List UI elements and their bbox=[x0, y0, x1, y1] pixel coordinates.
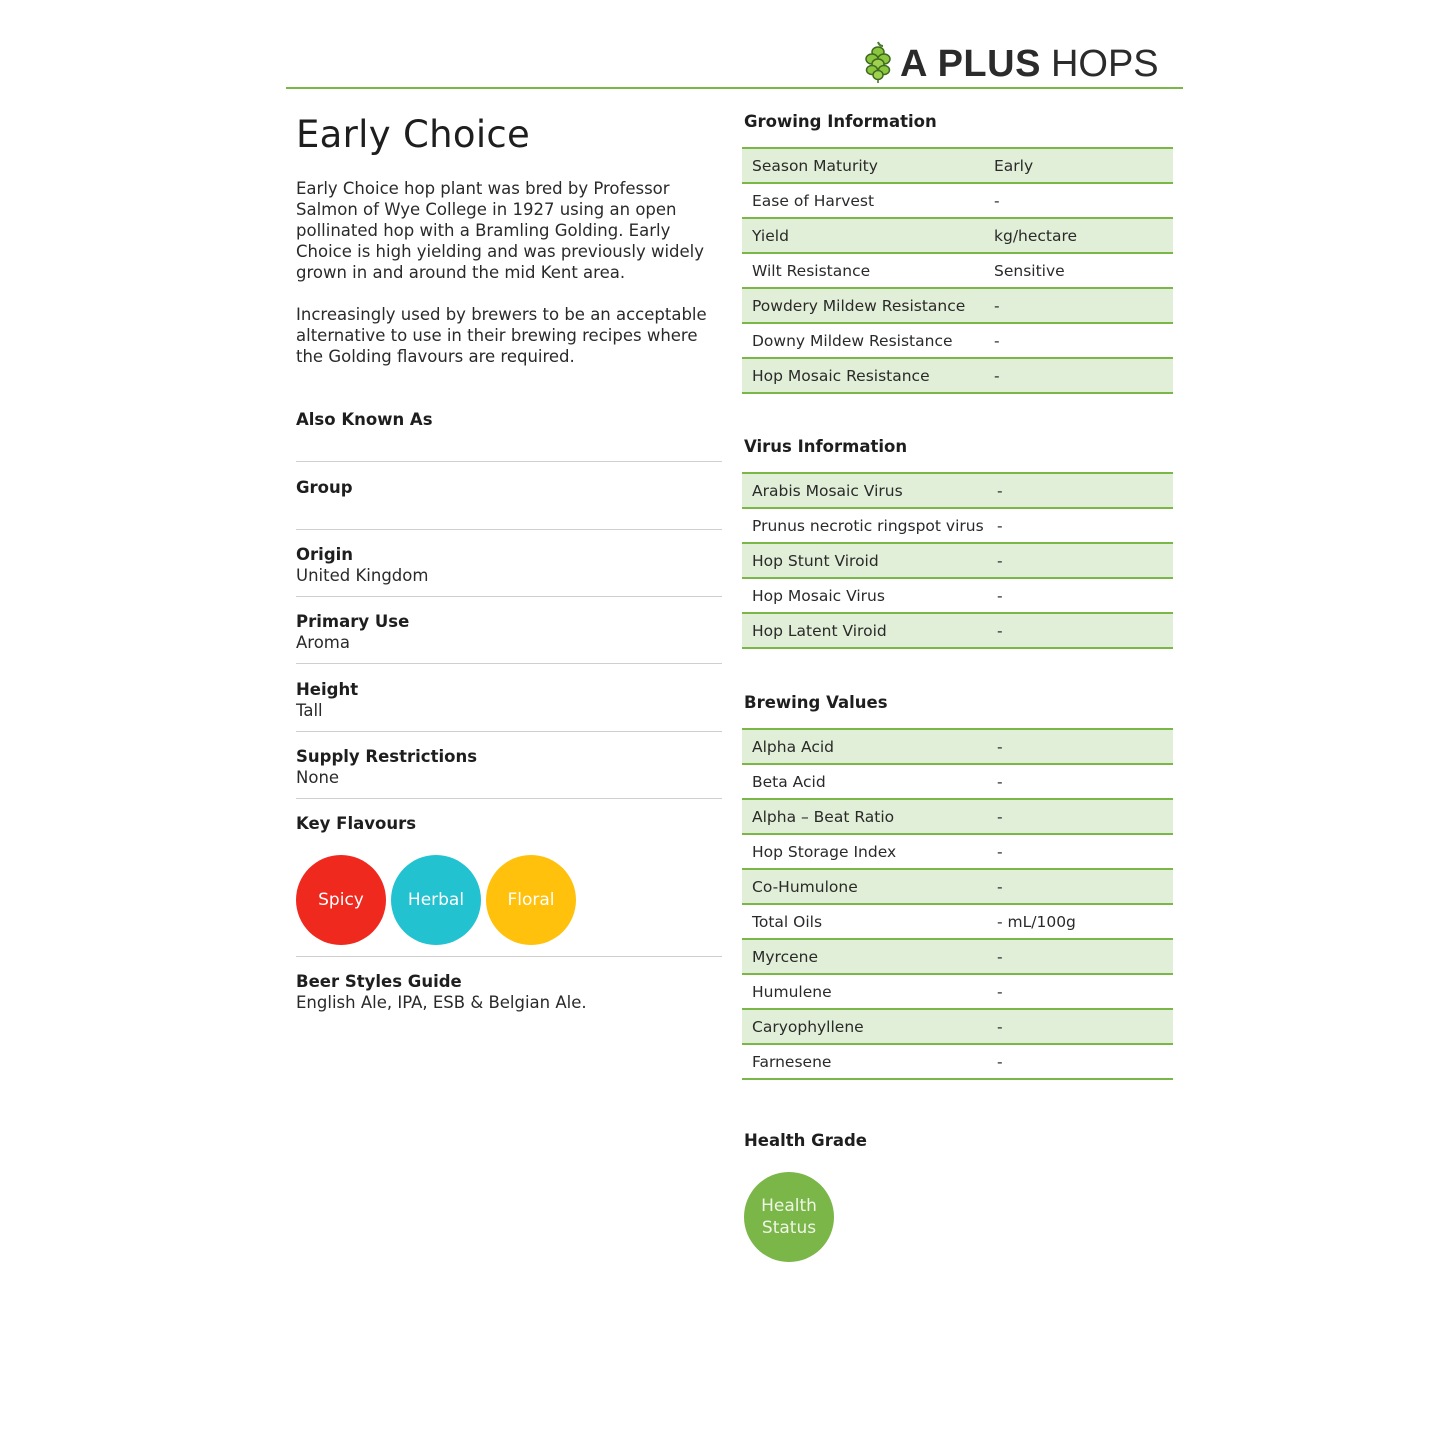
brand-name-bold: A PLUS bbox=[900, 42, 1041, 85]
field-key-flavours bbox=[296, 813, 722, 834]
row-value: - bbox=[997, 621, 1003, 640]
table-row bbox=[742, 359, 1173, 394]
flavour-badge-herbal: Herbal bbox=[391, 855, 481, 945]
row-label: Hop Mosaic Resistance bbox=[752, 366, 930, 385]
field-beer-styles bbox=[296, 971, 722, 1013]
divider bbox=[296, 529, 722, 530]
field-label: Origin bbox=[296, 545, 354, 564]
field-value: Tall bbox=[296, 701, 323, 720]
health-grade-title: Health Grade bbox=[744, 1131, 867, 1150]
flavour-badges bbox=[296, 855, 581, 945]
field-value: None bbox=[296, 768, 340, 787]
header bbox=[0, 0, 1445, 100]
row-value: - bbox=[997, 842, 1003, 861]
growing-info-title: Growing Information bbox=[744, 112, 937, 131]
table-row bbox=[742, 1045, 1173, 1080]
row-label: Hop Stunt Viroid bbox=[752, 551, 879, 570]
virus-info-table bbox=[742, 472, 1173, 649]
table-row bbox=[742, 800, 1173, 835]
field-also-known-as bbox=[296, 409, 722, 430]
row-value: kg/hectare bbox=[994, 226, 1078, 245]
row-label: Powdery Mildew Resistance bbox=[752, 296, 966, 315]
field-label: Key Flavours bbox=[296, 814, 417, 833]
description-paragraph-1: Early Choice hop plant was bred by Professor Salmon of Wye College in 1927 using an open pollinated hop with a Bramling Golding. Early Choice is high yielding and was previously widely grown in and around the mid Kent area. bbox=[296, 179, 705, 282]
field-origin bbox=[296, 544, 722, 586]
table-row bbox=[742, 219, 1173, 254]
row-value: - bbox=[997, 807, 1003, 826]
row-label: Wilt Resistance bbox=[752, 261, 871, 280]
row-value: - bbox=[997, 772, 1003, 791]
brand-name-light: HOPS bbox=[1050, 42, 1159, 85]
row-value: Sensitive bbox=[994, 261, 1065, 280]
divider bbox=[296, 798, 722, 799]
row-value: - bbox=[997, 877, 1003, 896]
row-value: - bbox=[994, 191, 1000, 210]
table-row bbox=[742, 975, 1173, 1010]
field-group bbox=[296, 477, 722, 498]
row-value: - bbox=[997, 737, 1003, 756]
row-value: - bbox=[997, 516, 1003, 535]
divider bbox=[296, 731, 722, 732]
health-status-badge bbox=[744, 1172, 834, 1262]
field-label: Group bbox=[296, 478, 353, 497]
row-label: Humulene bbox=[752, 982, 832, 1001]
table-row bbox=[742, 289, 1173, 324]
row-label: Downy Mildew Resistance bbox=[752, 331, 953, 350]
row-label: Hop Mosaic Virus bbox=[752, 586, 885, 605]
row-label: Alpha Acid bbox=[752, 737, 834, 756]
hop-icon bbox=[862, 40, 900, 88]
row-label: Prunus necrotic ringspot virus bbox=[752, 516, 984, 535]
row-value: - bbox=[994, 366, 1000, 385]
flavour-badge-spicy: Spicy bbox=[296, 855, 386, 945]
table-row bbox=[742, 870, 1173, 905]
field-value: English Ale, IPA, ESB & Belgian Ale. bbox=[296, 993, 587, 1012]
row-value: - bbox=[997, 1052, 1003, 1071]
table-row bbox=[742, 940, 1173, 975]
header-divider bbox=[286, 87, 1183, 89]
field-value: United Kingdom bbox=[296, 566, 429, 585]
field-height bbox=[296, 679, 722, 721]
table-row bbox=[742, 835, 1173, 870]
row-value: - bbox=[997, 551, 1003, 570]
row-label: Yield bbox=[752, 226, 789, 245]
field-value: Aroma bbox=[296, 633, 350, 652]
health-status-label: Health Status bbox=[761, 1196, 817, 1238]
field-primary-use bbox=[296, 611, 722, 653]
divider bbox=[296, 956, 722, 957]
row-value: - mL/100g bbox=[997, 912, 1076, 931]
table-row bbox=[742, 509, 1173, 544]
description-paragraph-2: Increasingly used by brewers to be an acceptable alternative to use in their brewing recipes where the Golding flavours are required. bbox=[296, 305, 707, 366]
divider bbox=[296, 461, 722, 462]
table-row bbox=[742, 149, 1173, 184]
row-value: - bbox=[997, 481, 1003, 500]
row-label: Caryophyllene bbox=[752, 1017, 864, 1036]
table-row bbox=[742, 579, 1173, 614]
divider bbox=[296, 663, 722, 664]
field-supply-restrictions bbox=[296, 746, 722, 788]
row-label: Beta Acid bbox=[752, 772, 826, 791]
divider bbox=[296, 596, 722, 597]
table-row bbox=[742, 905, 1173, 940]
table-row bbox=[742, 730, 1173, 765]
row-label: Co-Humulone bbox=[752, 877, 858, 896]
row-label: Farnesene bbox=[752, 1052, 832, 1071]
row-label: Myrcene bbox=[752, 947, 818, 966]
table-row bbox=[742, 614, 1173, 649]
row-label: Arabis Mosaic Virus bbox=[752, 481, 903, 500]
flavour-badge-floral: Floral bbox=[486, 855, 576, 945]
brand-logo[interactable] bbox=[862, 40, 1159, 88]
row-value: Early bbox=[994, 156, 1034, 175]
virus-info-title: Virus Information bbox=[744, 437, 908, 456]
row-label: Hop Latent Viroid bbox=[752, 621, 887, 640]
row-label: Season Maturity bbox=[752, 156, 878, 175]
field-label: Height bbox=[296, 680, 359, 699]
row-label: Total Oils bbox=[752, 912, 823, 931]
row-value: - bbox=[997, 982, 1003, 1001]
field-label: Supply Restrictions bbox=[296, 747, 478, 766]
row-label: Ease of Harvest bbox=[752, 191, 875, 210]
growing-info-table bbox=[742, 147, 1173, 394]
table-row bbox=[742, 474, 1173, 509]
field-label: Beer Styles Guide bbox=[296, 972, 462, 991]
brewing-values-table bbox=[742, 728, 1173, 1080]
table-row bbox=[742, 184, 1173, 219]
field-label: Primary Use bbox=[296, 612, 410, 631]
row-value: - bbox=[994, 296, 1000, 315]
row-value: - bbox=[997, 947, 1003, 966]
row-value: - bbox=[994, 331, 1000, 350]
table-row bbox=[742, 765, 1173, 800]
row-value: - bbox=[997, 586, 1003, 605]
table-row bbox=[742, 544, 1173, 579]
field-label: Also Known As bbox=[296, 410, 433, 429]
hop-title-block bbox=[296, 110, 722, 160]
table-row bbox=[742, 254, 1173, 289]
page-title: Early Choice bbox=[296, 113, 531, 156]
row-value: - bbox=[997, 1017, 1003, 1036]
row-label: Alpha – Beat Ratio bbox=[752, 807, 895, 826]
table-row bbox=[742, 1010, 1173, 1045]
brewing-values-title: Brewing Values bbox=[744, 693, 888, 712]
table-row bbox=[742, 324, 1173, 359]
row-label: Hop Storage Index bbox=[752, 842, 897, 861]
